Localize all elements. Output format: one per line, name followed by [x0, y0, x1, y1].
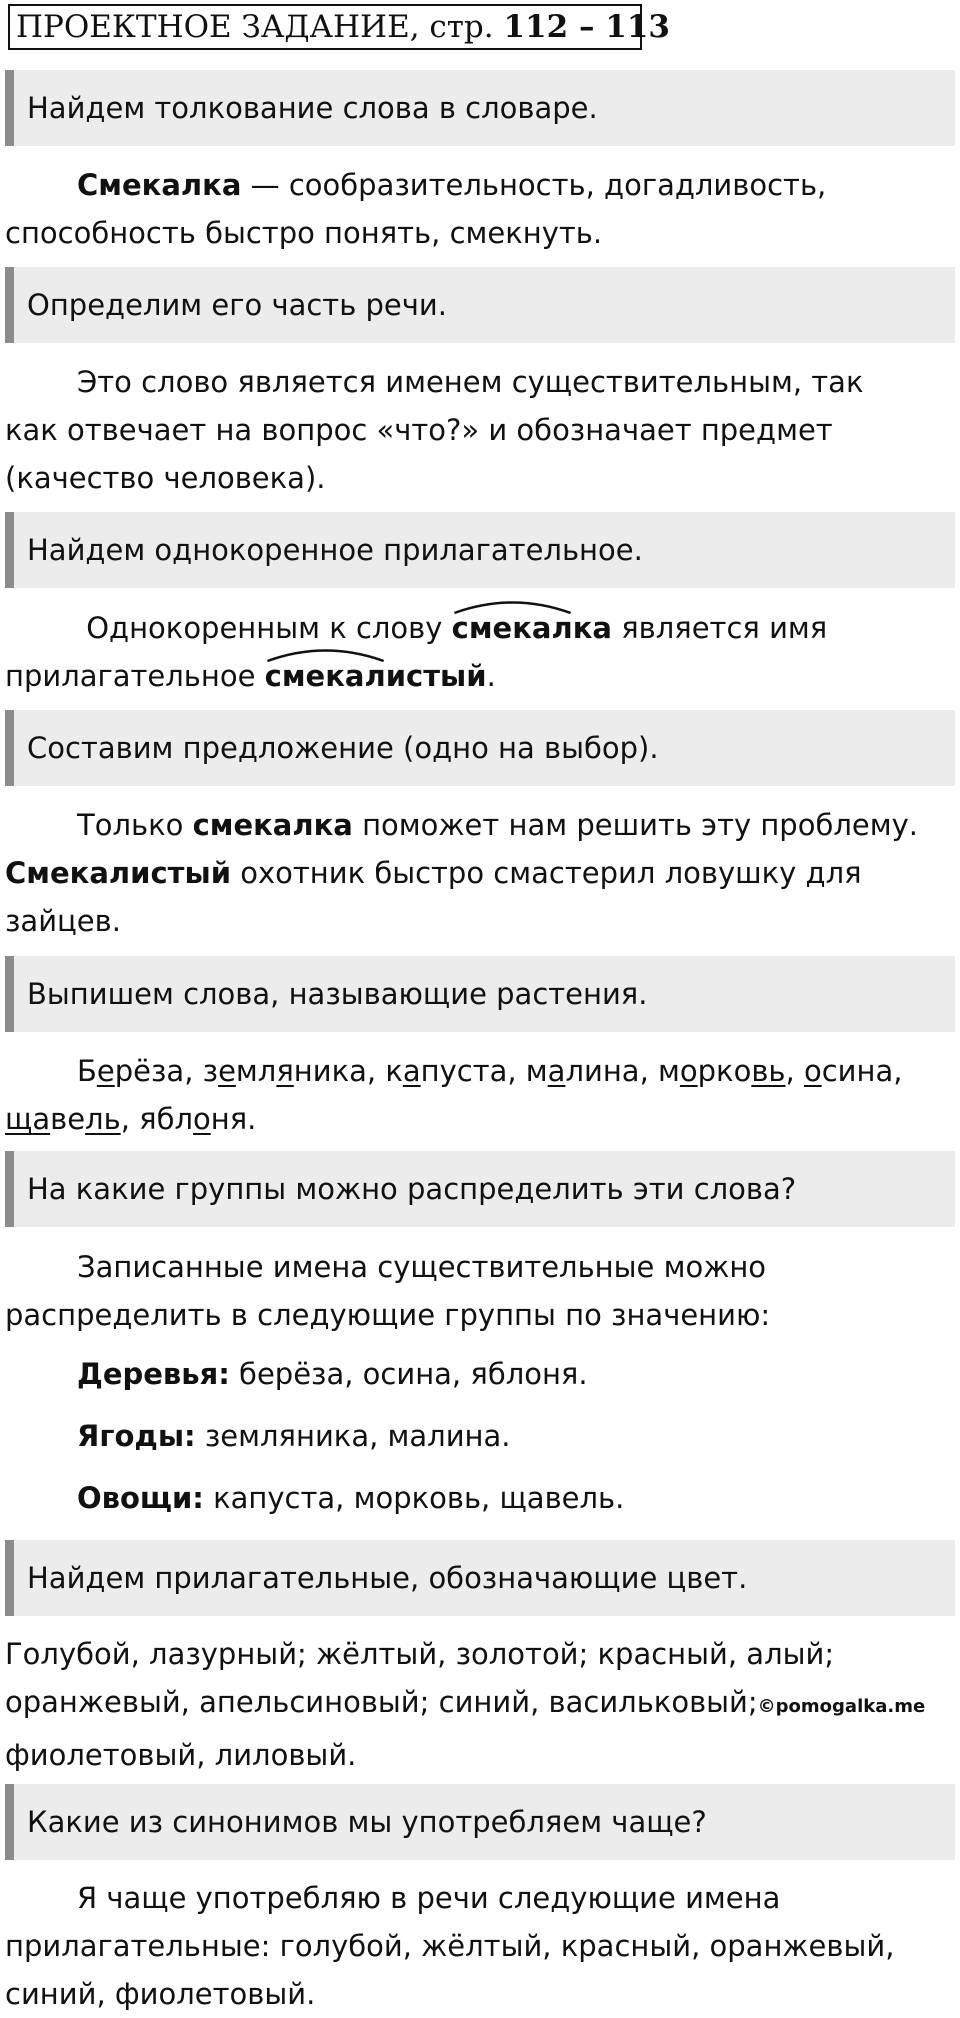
- plants-line-1: [5, 1047, 955, 1095]
- underlined-letter: а: [547, 1054, 566, 1088]
- sentence-2-text: охотник быстро смастерил ловушку для: [231, 856, 862, 890]
- definition-text-2: способность быстро понять, смекнуть.: [5, 216, 603, 250]
- groups-paragraph: [5, 1243, 955, 1339]
- underlined-letter: о: [803, 1054, 822, 1088]
- section-heading-7: Найдем прилагательные, обозначающие цвет.: [5, 1540, 955, 1616]
- plant-text: рёза, з: [114, 1054, 219, 1088]
- frequent-line-1: Я чаще употребляю в речи следующие имена: [77, 1881, 781, 1915]
- underlined-letter: ль: [85, 1102, 121, 1136]
- group-text-vegetables: капуста, морковь, щавель.: [203, 1481, 625, 1515]
- plant-text: , ябл: [120, 1102, 193, 1136]
- underlined-letter: я: [276, 1054, 294, 1088]
- group-label-vegetables: Овощи:: [77, 1481, 204, 1515]
- plant-text: лина, м: [565, 1054, 680, 1088]
- groups-line-1: Записанные имена существительные можно: [77, 1250, 767, 1284]
- underlined-letter: а: [402, 1054, 421, 1088]
- root-arc-icon: [265, 646, 386, 662]
- colors-line-2: оранжевый, апельсиновый; синий, васильковый;: [5, 1685, 758, 1719]
- section-heading-4: Составим предложение (одно на выбор).: [5, 710, 955, 786]
- underlined-letter: о: [193, 1102, 211, 1136]
- title-pages: 112 – 113: [503, 9, 670, 45]
- cognate-text-1: Однокоренным к слову: [77, 611, 452, 645]
- underlined-letter: е: [96, 1054, 115, 1088]
- underlined-letter: щ: [5, 1102, 33, 1136]
- cognate-paragraph: [5, 604, 955, 700]
- sentence-2-end: зайцев.: [5, 904, 121, 938]
- root-2: смекал: [264, 659, 386, 693]
- plant-text: мл: [235, 1054, 277, 1088]
- group-label-berries: Ягоды:: [77, 1419, 196, 1453]
- plants-line-2: [5, 1095, 955, 1143]
- root-word-1: [452, 611, 612, 645]
- root-2-ending: истый: [385, 659, 487, 693]
- plant-text: ня.: [210, 1102, 257, 1136]
- colors-paragraph: [5, 1630, 955, 1779]
- sentence-1-keyword: смекалка: [192, 808, 353, 842]
- underlined-letter: а: [32, 1102, 51, 1136]
- cognate-text-3: прилагательное: [5, 659, 265, 693]
- page-title: [8, 4, 670, 50]
- frequent-paragraph: [5, 1874, 955, 2018]
- root-1-ending: ка: [572, 611, 612, 645]
- group-item: [5, 1474, 955, 1522]
- pos-line-3: (качество человека).: [5, 461, 326, 495]
- colors-line-1: Голубой, лазурный; жёлтый, золотой; красный, алый;: [5, 1637, 835, 1671]
- group-item: [5, 1412, 955, 1460]
- underlined-letter: е: [218, 1054, 236, 1088]
- section-heading-1: Найдем толкование слова в словаре.: [5, 70, 955, 146]
- section-heading-8: Какие из синонимов мы употребляем чаще?: [5, 1784, 955, 1860]
- group-text-trees: берёза, осина, яблоня.: [229, 1357, 588, 1391]
- group-item: [5, 1350, 955, 1398]
- root-word-2: [265, 659, 487, 693]
- underlined-letter: вь: [751, 1054, 786, 1088]
- group-label-trees: Деревья:: [77, 1357, 230, 1391]
- definition-text-1: — сообразительность, догадливость,: [241, 168, 827, 202]
- plant-text: ,: [785, 1054, 804, 1088]
- root-1: смекал: [451, 611, 573, 645]
- plant-text: пуста, м: [420, 1054, 548, 1088]
- section-heading-3: Найдем однокоренное прилагательное.: [5, 512, 955, 588]
- plant-text: ника, к: [293, 1054, 403, 1088]
- defined-word: Смекалка: [77, 168, 242, 202]
- part-of-speech-paragraph: [5, 358, 955, 502]
- pos-line-1: Это слово является именем существительным, так: [77, 365, 864, 399]
- groups-line-2: распределить в следующие группы по значению:: [5, 1298, 771, 1332]
- plants-paragraph: [5, 1047, 955, 1143]
- frequent-line-2: прилагательные: голубой, жёлтый, красный, оранжевый,: [5, 1929, 895, 1963]
- pos-line-2: как отвечает на вопрос «что?» и обозначает предмет: [5, 413, 833, 447]
- frequent-line-3: синий, фиолетовый.: [5, 1977, 316, 2011]
- definition-paragraph: [5, 161, 955, 257]
- plant-text: сина,: [821, 1054, 903, 1088]
- sentence-1-end: поможет нам решить эту проблему.: [352, 808, 918, 842]
- section-heading-6: На какие группы можно распределить эти слова?: [5, 1151, 955, 1227]
- underlined-letter: о: [679, 1054, 698, 1088]
- plant-text: ве: [50, 1102, 86, 1136]
- sentence-2-keyword: Смекалистый: [5, 856, 232, 890]
- sentence-1-start: Только: [77, 808, 193, 842]
- section-heading-5: Выпишем слова, называющие растения.: [5, 956, 955, 1032]
- plant-text: рко: [697, 1054, 752, 1088]
- section-heading-2: Определим его часть речи.: [5, 267, 955, 343]
- title-prefix: ПРОЕКТНОЕ ЗАДАНИЕ, стр.: [16, 9, 494, 45]
- cognate-text-2: является имя: [611, 611, 828, 645]
- sentences-paragraph: [5, 801, 955, 945]
- colors-line-3: фиолетовый, лиловый.: [5, 1738, 357, 1772]
- cognate-text-4: .: [486, 659, 496, 693]
- root-arc-icon: [452, 598, 573, 614]
- plant-text: Б: [77, 1054, 97, 1088]
- watermark: ©pomogalka.me: [757, 1696, 926, 1717]
- group-text-berries: земляника, малина.: [195, 1419, 511, 1453]
